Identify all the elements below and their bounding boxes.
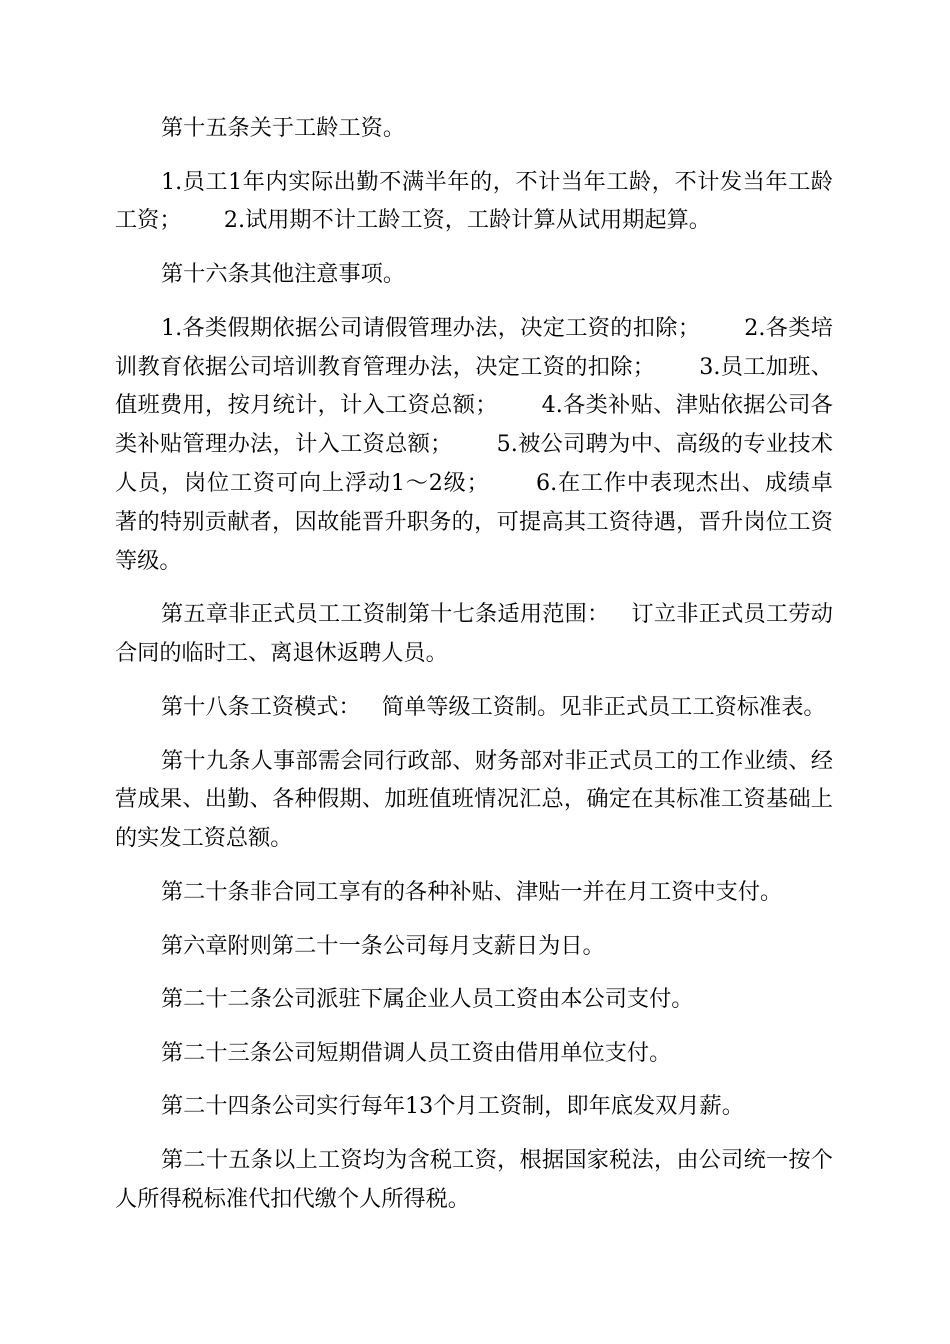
text-line: 著的特别贡献者，因故能晋升职务的，可提高其工资待遇，晋升岗位工资 [115,508,833,535]
text-line: 1.员工1年内实际出勤不满半年的，不计当年工龄，不计发当年工龄 [161,168,833,195]
article-15-items [115,163,833,241]
article-16-items [115,309,833,581]
text-line: 第二十五条以上工资均为含税工资，根据国家税法，由公司统一按个 [161,1147,833,1174]
text-line: 第十六条其他注意事项。 [161,261,406,288]
text-line: 第十八条工资模式： 简单等级工资制。见非正式员工工资标准表。 [161,693,826,720]
text-line: 第十五条关于工龄工资。 [161,115,406,141]
text-line: 1.各类假期依据公司请假管理办法，决定工资的扣除； 2.各类培 [161,314,833,341]
chapter-6-article-21 [115,927,833,966]
text-line: 第二十条非合同工享有的各种补贴、津贴一并在月工资中支付。 [161,878,783,905]
article-19 [115,742,833,859]
text-line: 第五章非正式员工工资制第十七条适用范围： 订立非正式员工劳动 [161,601,833,628]
article-25 [115,1141,833,1219]
text-line: 第二十二条公司派驻下属企业人员工资由本公司支付。 [161,986,694,1013]
text-line: 合同的临时工、离退休返聘人员。 [115,640,448,667]
document-body [115,109,833,1234]
text-line: 第二十四条公司实行每年13个月工资制，即年底发双月薪。 [161,1093,744,1120]
text-line: 人所得税标准代扣代缴个人所得税。 [115,1185,470,1212]
text-line: 的实发工资总额。 [115,825,293,852]
text-line: 工资； 2.试用期不计工龄工资，工龄计算从试用期起算。 [115,207,711,234]
text-line: 第十九条人事部需会同行政部、财务部对非正式员工的工作业绩、经 [161,747,833,774]
text-line: 等级。 [115,547,182,574]
text-line: 类补贴管理办法，计入工资总额； 5.被公司聘为中、高级的专业技术 [115,431,833,458]
article-18 [115,688,833,727]
article-22 [115,980,833,1019]
article-23 [115,1034,833,1073]
article-20 [115,873,833,912]
text-line: 营成果、出勤、各种假期、加班值班情况汇总，确定在其标准工资基础上 [115,786,833,813]
text-line: 值班费用，按月统计，计入工资总额； 4.各类补贴、津贴依据公司各 [115,392,833,419]
text-line: 训教育依据公司培训教育管理办法，决定工资的扣除； 3.员工加班、 [115,353,833,380]
text-line: 第二十三条公司短期借调人员工资由借用单位支付。 [161,1039,672,1066]
article-15-heading [115,109,833,148]
article-16-heading [115,255,833,294]
chapter-5-article-17 [115,595,833,673]
text-line: 人员，岗位工资可向上浮动1～2级； 6.在工作中表现杰出、成绩卓 [115,470,833,497]
text-line: 第六章附则第二十一条公司每月支薪日为日。 [161,932,605,959]
article-24 [115,1087,833,1126]
